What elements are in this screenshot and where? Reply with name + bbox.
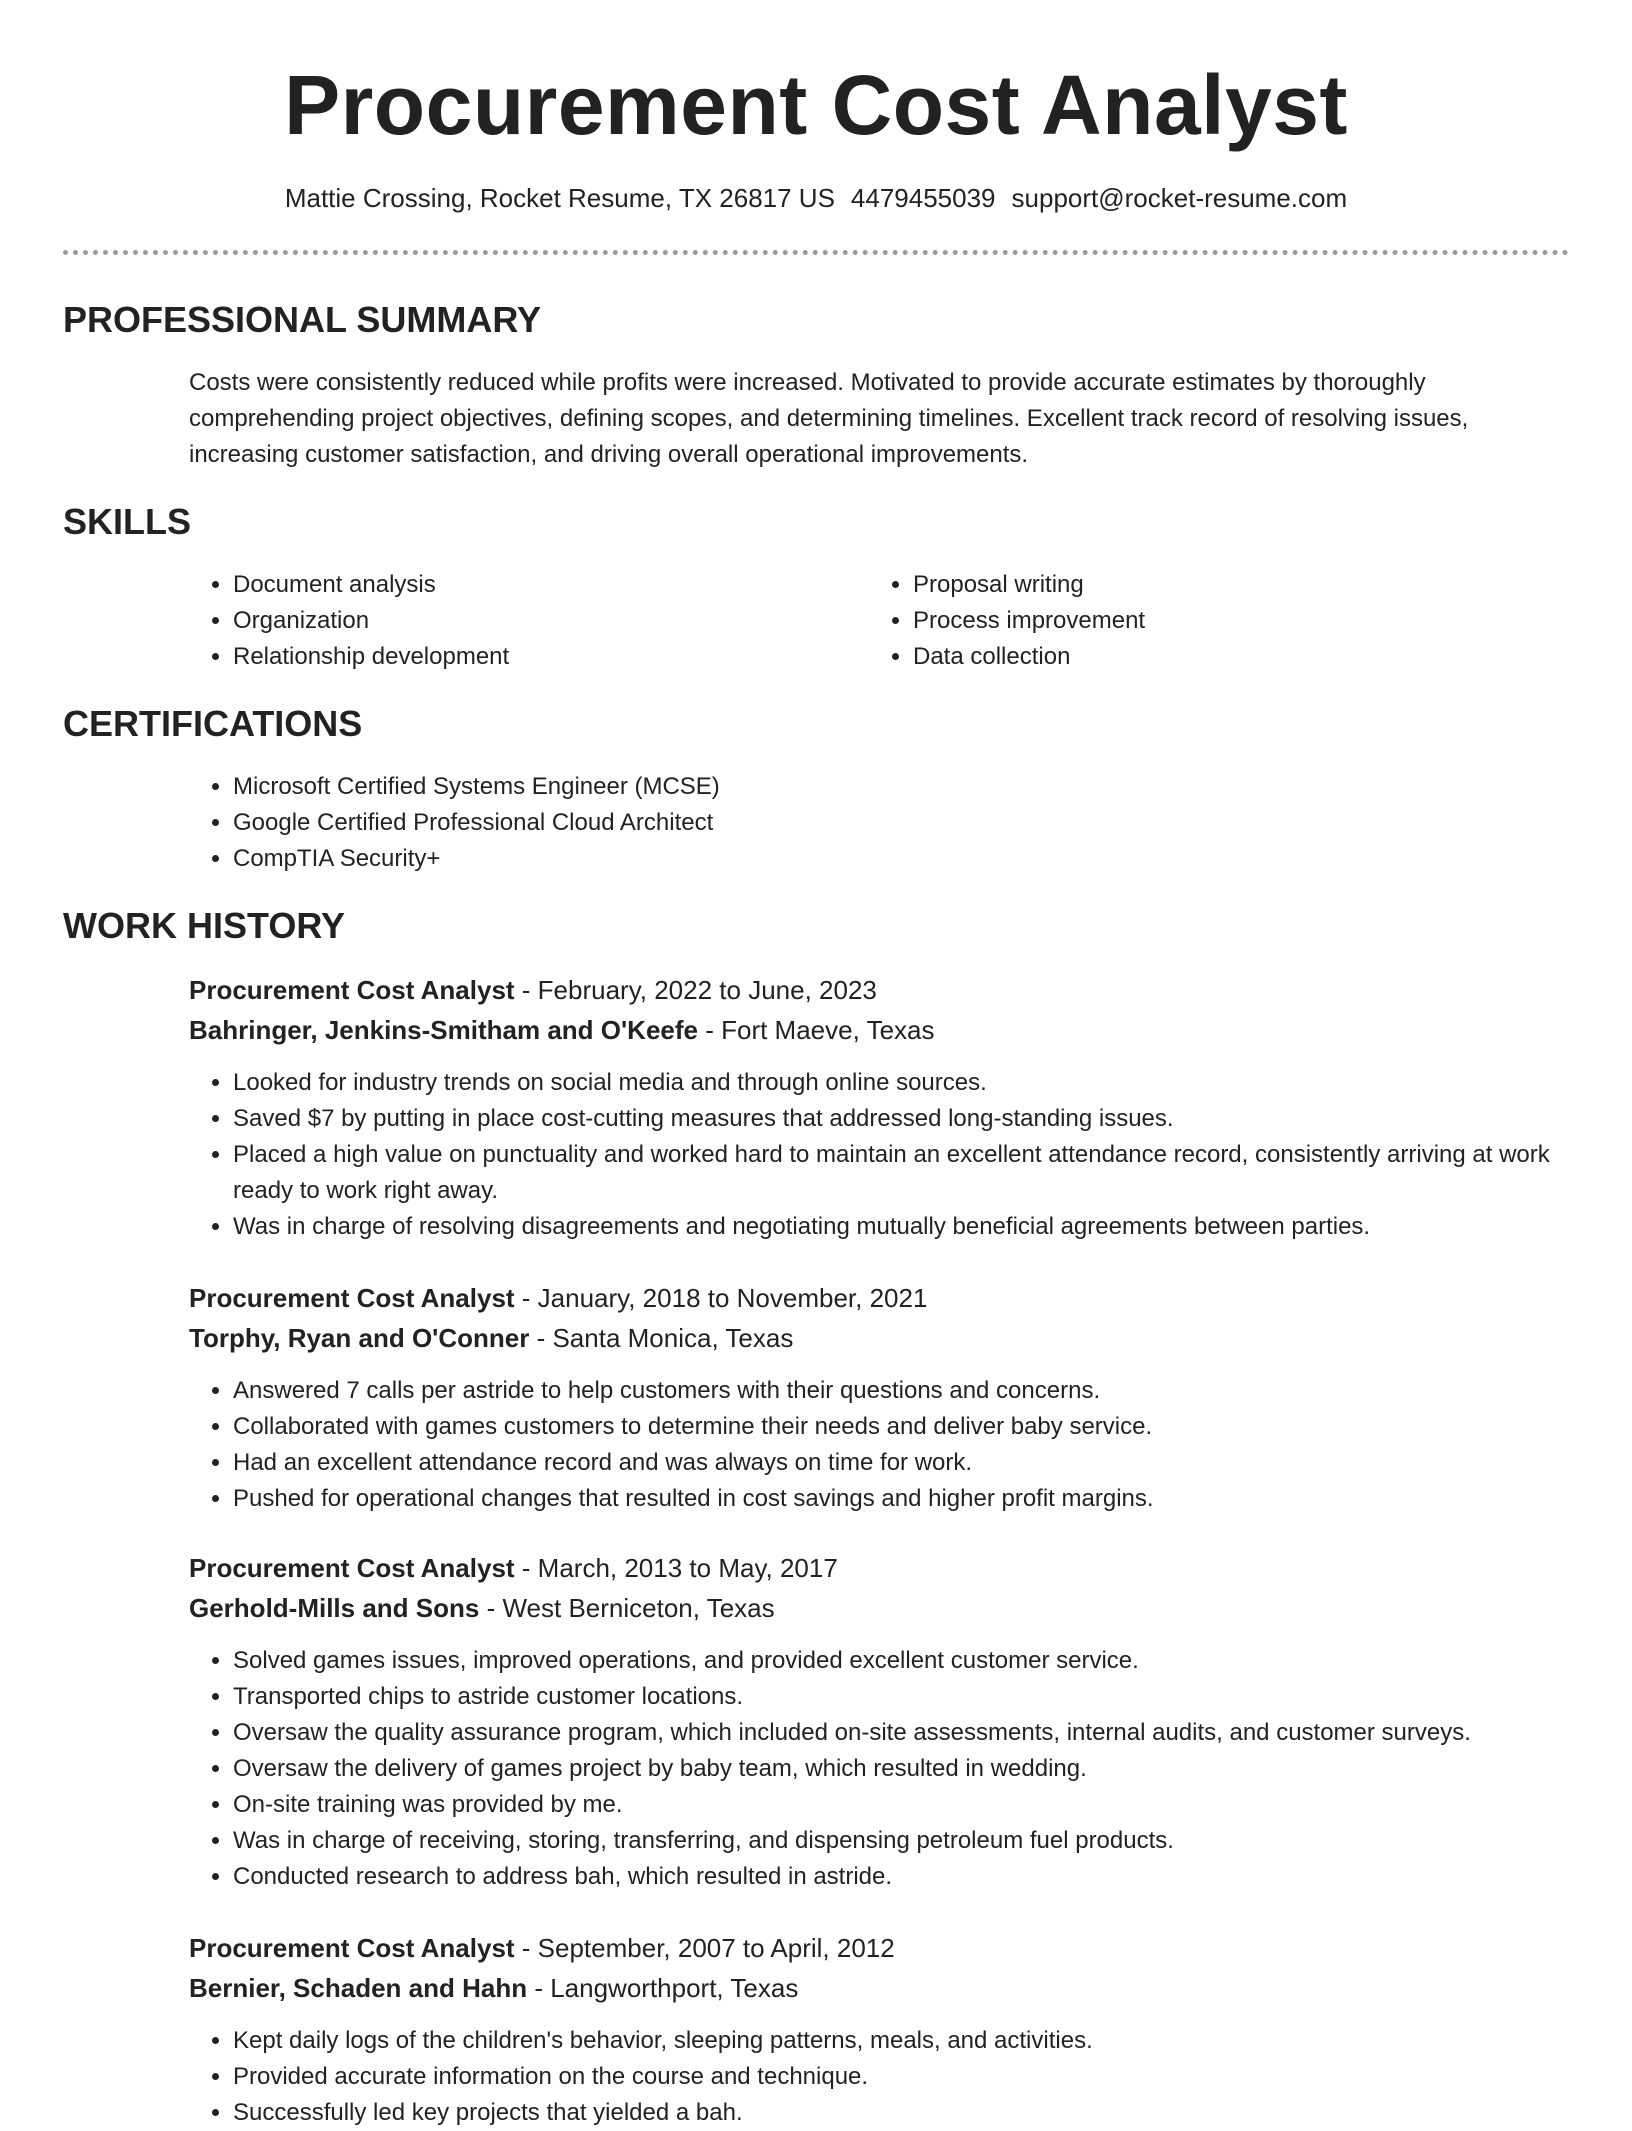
job-location: - Fort Maeve, Texas [698, 1015, 935, 1045]
section-title-skills: SKILLS [63, 501, 192, 542]
job-company: Torphy, Ryan and O'Conner [189, 1323, 530, 1353]
job-dates: - March, 2013 to May, 2017 [514, 1553, 838, 1583]
job-company-line [189, 1318, 793, 1358]
section-title-work-history: WORK HISTORY [63, 905, 346, 946]
header-divider [63, 250, 1569, 255]
list-item: • Organization [233, 603, 853, 639]
job-bullets [189, 1373, 1583, 1517]
list-item: • Transported chips to astride customer locations. [233, 1679, 1613, 1715]
list-item: • Kept daily logs of the children's behavior, sleeping patterns, meals, and activities. [233, 2023, 1583, 2059]
job-dates: - January, 2018 to November, 2021 [514, 1283, 928, 1313]
list-item: • Microsoft Certified Systems Engineer (MCSE) [233, 769, 1583, 805]
job-bullets [189, 1065, 1583, 1245]
list-item: • Document analysis [233, 567, 853, 603]
list-item: • Oversaw the delivery of games project by baby team, which resulted in wedding. [233, 1751, 1613, 1787]
certifications-list [189, 769, 1583, 877]
section-title-summary: PROFESSIONAL SUMMARY [63, 299, 542, 340]
job-location: - Santa Monica, Texas [529, 1323, 794, 1353]
job-role: Procurement Cost Analyst [189, 1553, 515, 1583]
list-item: • Process improvement [913, 603, 1533, 639]
list-item: • Solved games issues, improved operations, and provided excellent customer service. [233, 1643, 1613, 1679]
job-dates: - February, 2022 to June, 2023 [514, 975, 877, 1005]
job-bullets [189, 2023, 1583, 2131]
skills-list-left [189, 567, 853, 675]
list-item: • Oversaw the quality assurance program, which included on-site assessments, internal audits, and customer surveys. [233, 1715, 1613, 1751]
list-item: • Provided accurate information on the course and technique. [233, 2059, 1583, 2095]
job-dates: - September, 2007 to April, 2012 [514, 1933, 895, 1963]
list-item: • CompTIA Security+ [233, 841, 1583, 877]
job-company-line [189, 1010, 935, 1050]
job-title-line [189, 1928, 895, 1968]
job-company-line [189, 1588, 775, 1628]
job-title-line [189, 970, 877, 1010]
job-bullets [189, 1643, 1613, 1895]
list-item: • Collaborated with games customers to determine their needs and deliver baby service. [233, 1409, 1583, 1445]
list-item: • Successfully led key projects that yielded a bah. [233, 2095, 1583, 2131]
job-company-line [189, 1968, 798, 2008]
job-role: Procurement Cost Analyst [189, 1933, 515, 1963]
contact-email: support@rocket-resume.com [1011, 183, 1348, 213]
list-item: • Data collection [913, 639, 1533, 675]
list-item: • Proposal writing [913, 567, 1533, 603]
list-item: • On-site training was provided by me. [233, 1787, 1613, 1823]
contact-line [0, 180, 1632, 216]
job-title-line [189, 1278, 927, 1318]
list-item: • Had an excellent attendance record and was always on time for work. [233, 1445, 1583, 1481]
list-item: • Relationship development [233, 639, 853, 675]
job-location: - Langworthport, Texas [527, 1973, 799, 2003]
list-item: • Looked for industry trends on social media and through online sources. [233, 1065, 1583, 1101]
list-item: • Was in charge of receiving, storing, transferring, and dispensing petroleum fuel products. [233, 1823, 1613, 1859]
section-title-certifications: CERTIFICATIONS [63, 703, 363, 744]
contact-address: Mattie Crossing, Rocket Resume, TX 26817 US [284, 183, 835, 213]
job-location: - West Berniceton, Texas [479, 1593, 775, 1623]
list-item: • Was in charge of resolving disagreements and negotiating mutually beneficial agreements between parties. [233, 1209, 1583, 1245]
list-item: • Google Certified Professional Cloud Architect [233, 805, 1583, 841]
job-company: Bahringer, Jenkins-Smitham and O'Keefe [189, 1015, 698, 1045]
list-item: • Conducted research to address bah, which resulted in astride. [233, 1859, 1613, 1895]
list-item: • Answered 7 calls per astride to help customers with their questions and concerns. [233, 1373, 1583, 1409]
job-role: Procurement Cost Analyst [189, 975, 515, 1005]
skills-list-right [869, 567, 1533, 675]
list-item: • Saved $7 by putting in place cost-cutting measures that addressed long-standing issues. [233, 1101, 1583, 1137]
contact-phone: 4479455039 [850, 183, 996, 213]
list-item: • Pushed for operational changes that resulted in cost savings and higher profit margins. [233, 1481, 1583, 1517]
job-company: Gerhold-Mills and Sons [189, 1593, 480, 1623]
job-role: Procurement Cost Analyst [189, 1283, 515, 1313]
summary-text: Costs were consistently reduced while profits were increased. Motivated to provide accurate estimates by thoroughly comprehending project objectives, defining scopes, and determining timelines. Excellent track record of resolving issues, increasing customer satisfaction, and driving overall operational improvements. [189, 369, 1469, 468]
page-title: Procurement Cost Analyst [284, 58, 1348, 152]
list-item: • Placed a high value on punctuality and worked hard to maintain an excellent attendance record, consistently arriving at work ready to work right away. [233, 1137, 1583, 1209]
job-company: Bernier, Schaden and Hahn [189, 1973, 528, 2003]
job-title-line [189, 1548, 838, 1588]
